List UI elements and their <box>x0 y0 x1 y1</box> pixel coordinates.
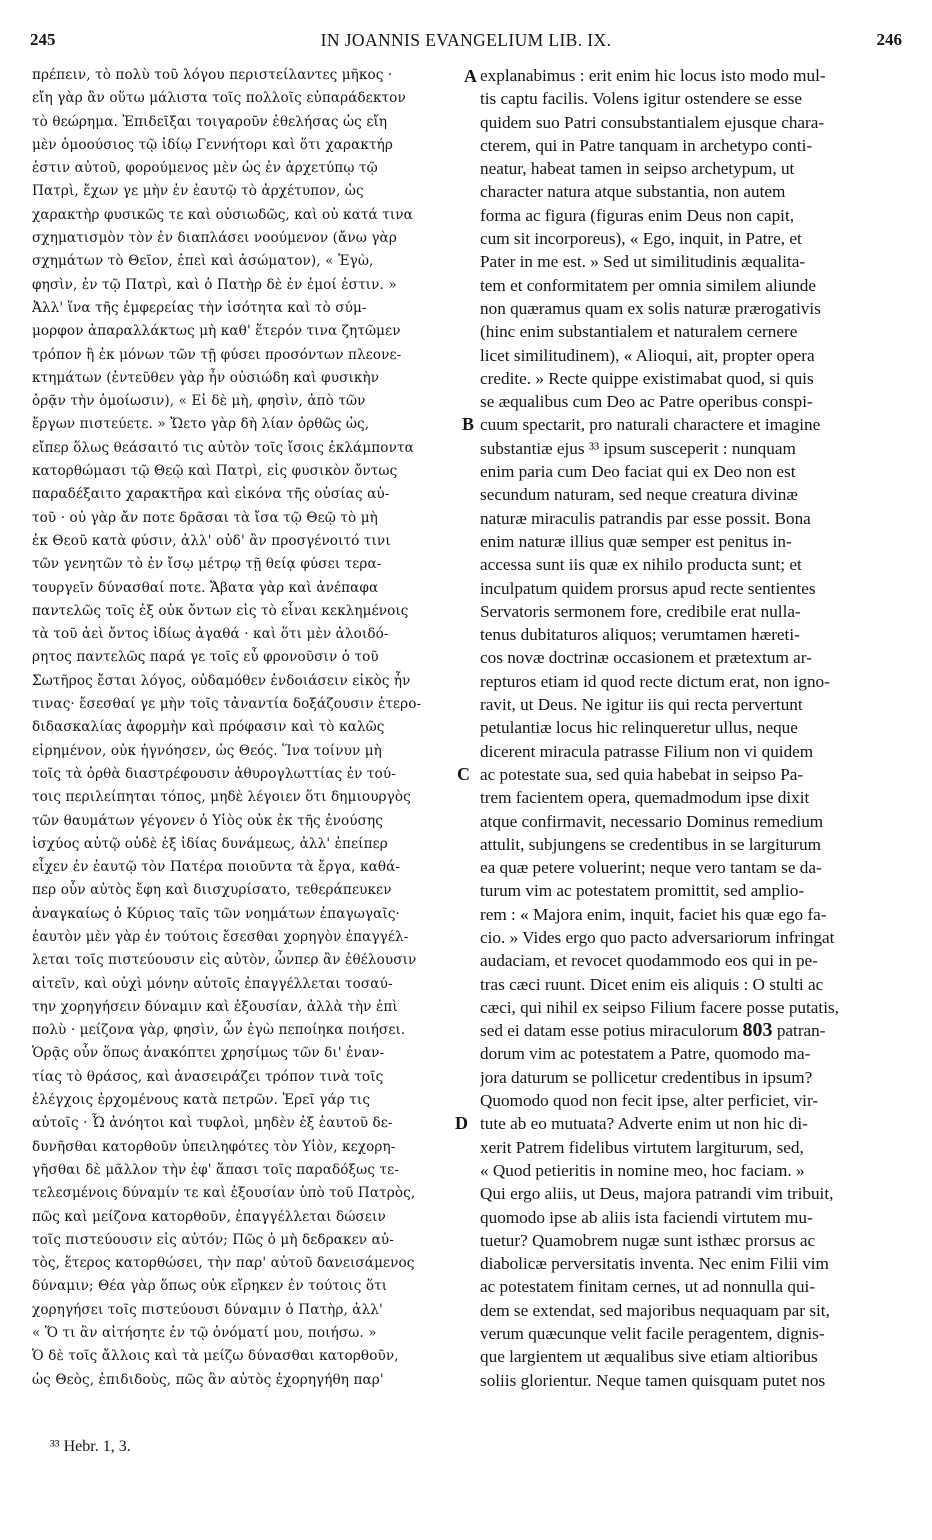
latin-text-line: Pater in me est. » Sed ut similitudinis æqualita- <box>480 252 806 272</box>
latin-text-line: credite. » Recte quippe existimabat quod, si quis <box>480 368 814 388</box>
greek-text-line: τινας· ἔσεσθαί γε μὴν τοῖς τἀναντία δοξάζουσιν ἑτερο- <box>32 696 422 713</box>
greek-text-line: πολὺ · μείζονα γὰρ, φησὶν, ὧν ἐγὼ πεποίηκα ποιήσει. <box>32 1022 406 1039</box>
greek-text-line: ἐλέγχοις ἐρχομένους κατὰ πετρῶν. Ἐρεῖ γάρ τις <box>32 1092 371 1109</box>
column-number-803: 803 <box>742 1019 773 1042</box>
greek-text-line: Σωτῆρος ἔσται λόγος, οὐδαμόθεν ἐνδοιάσειν εἰκὸς ἦν <box>32 672 411 689</box>
greek-text-line: ὡς Θεὸς, ἐπιδιδοὺς, πῶς ἂν αὐτὸς ἐχορηγήθη παρ' <box>32 1371 384 1388</box>
latin-text-line: jora daturum se pollicetur credentibus in ipsum? <box>480 1067 813 1087</box>
latin-text-line: cterem, qui in Patre tanquam in archetypo conti- <box>480 135 813 155</box>
latin-text-line: cio. » Vides ergo quo pacto adversariorum infringat <box>480 927 835 947</box>
page-number-right: 246 <box>876 30 902 49</box>
greek-text-line: τὰ τοῦ ἀεὶ ὄντος ἰδίως ἀγαθά · καὶ ὅτι μὲν ἀλοιδό- <box>32 626 389 643</box>
greek-text-line: Ἀλλ' ἵνα τῆς ἐμφερείας τὴν ἰσότητα καὶ τὸ σύμ- <box>32 299 367 316</box>
greek-text-line: σχημάτων τὸ Θεῖον, ἐπεὶ καὶ ἀσώματον), « Ἐγὼ, <box>32 253 374 270</box>
latin-text-line: se æqualibus cum Deo ac Patre operibus conspi- <box>480 392 813 412</box>
latin-text-line: cos novæ doctrinæ occasionem et prætextum ar- <box>480 648 812 668</box>
greek-text-line: πρέπειν, τὸ πολὺ τοῦ λόγου περιστείλαντες μῆκος · <box>32 67 393 83</box>
latin-text-line-with-column-number <box>480 1019 898 1042</box>
greek-text-line: τουργεῖν δύνασθαί ποτε. Ἄβατα γὰρ καὶ ἀνέπαφα <box>32 579 379 596</box>
greek-text-line: τοις περιλείπηται τόπος, μηδὲ λέγοιεν ὅτι δημιουργὸς <box>32 789 411 806</box>
section-marker-d: D <box>455 1113 468 1133</box>
latin-text-line: tenus dubitaturos aliquos; verumtamen hæreti- <box>480 625 800 645</box>
section-marker-b: B <box>462 414 475 434</box>
greek-text-line: « Ὅ τι ἂν αἰτήσητε ἐν τῷ ὀνόματί μου, ποιήσω. » <box>32 1325 377 1342</box>
latin-text-line: tras cæci ruunt. Dicet enim eis aliquis : O stulti ac <box>480 974 824 994</box>
greek-text-line: ἰσχύος αὐτῷ οὐδὲ ἐξ ἰδίας δυνάμεως, ἀλλ' ἐπείπερ <box>32 835 388 852</box>
latin-text-column <box>480 64 898 1439</box>
greek-text-line: εἶχεν ἐν ἑαυτῷ τὸν Πατέρα ποιοῦντα τὰ ἔργα, καθά- <box>32 859 401 876</box>
latin-text-line: character natura atque substantia, non autem <box>480 182 786 202</box>
greek-text-line: διδασκαλίας ἀφορμὴν καὶ πρόφασιν καὶ τὸ καλῶς <box>32 719 385 736</box>
greek-text-line: Πατρὶ, ἔχων γε μὴν ἐν ἑαυτῷ τὸ ἀρχέτυπον, ὡς <box>32 183 364 200</box>
latin-text-line: quidem suo Patri consubstantialem ejusque chara- <box>480 112 825 132</box>
greek-text-line: Ὁρᾷς οὖν ὅπως ἀνακόπτει χρησίμως τῶν δι' ἐναν- <box>32 1045 385 1062</box>
latin-text-line: verum quæcunque velit facile peragentem, dignis- <box>480 1324 825 1344</box>
greek-text-line: τοῖς τὰ ὀρθὰ διαστρέφουσιν ἀθυρογλωττίας ἐν τού- <box>32 765 396 782</box>
latin-text-line: secundum naturam, sed neque creatura divinæ <box>480 485 798 505</box>
greek-text-line: τοῦ · οὐ γὰρ ἄν ποτε δρᾶσαι τὰ ἴσα τῷ Θεῷ τὸ μὴ <box>32 509 378 526</box>
greek-text-line: δυνῆσθαι κατορθοῦν ὑπειληφότες τὸν Υἱὸν, κεχορη- <box>32 1138 396 1155</box>
latin-text-line: cuum spectarit, pro naturali charactere et imagine <box>480 415 821 435</box>
latin-text-line: repturos etiam id quod recte dictum erat, non igno- <box>480 671 830 691</box>
latin-text-line: licet similitudinem), « Alioqui, ait, propter opera <box>480 345 815 365</box>
greek-text-line: σχηματισμὸν τὸν ἐν διαπλάσει νοούμενον (ἄνω γὰρ <box>32 230 397 247</box>
footnote <box>50 1438 131 1456</box>
greek-text-line: μὲν ὁμοούσιος τῷ ἰδίῳ Γεννήτορι καὶ ὅτι χαρακτήρ <box>32 136 393 153</box>
greek-text-line: παραδέξαιτο χαρακτῆρα καὶ εἰκόνα τῆς οὐσίας αὐ- <box>32 486 390 503</box>
greek-text-line: ρητος παντελῶς παρά γε τοῖς εὖ φρονοῦσιν ὁ τοῦ <box>32 649 379 666</box>
greek-text-line: τὸς, ἕτερος κατορθώσει, τὴν παρ' αὐτοῦ δανεισάμενος <box>32 1255 415 1272</box>
greek-text-line: τρόπον ἢ ἐκ μόνων τῶν τῇ φύσει προσόντων πλεονε- <box>32 346 402 363</box>
latin-text-line: tem et conformitatem per omnia similem aliunde <box>480 275 817 295</box>
latin-text-line: ea quæ petere voluerint; neque vero tantam se da- <box>480 858 822 878</box>
running-title: IN JOANNIS EVANGELIUM LIB. IX. <box>320 30 612 50</box>
latin-text-line: dem se extendat, sed majoribus nequaquam par sit, <box>480 1300 830 1320</box>
latin-text-line: ac potestatem finitam cernes, ut ad nonnulla qui- <box>480 1277 816 1297</box>
greek-text-line: την χορηγήσειν δύναμιν καὶ ἐξουσίαν, ἀλλὰ τὴν ἐπὶ <box>32 998 398 1015</box>
latin-text-line: explanabimus : erit enim hic locus isto modo mul- <box>480 66 826 85</box>
latin-text-line: substantiæ ejus ³³ ipsum susceperit : nunquam <box>480 438 796 458</box>
latin-text-line: audaciam, et revocet quodammodo eos qui in pe- <box>480 951 818 971</box>
latin-text-line: inculpatum quidem prorsus apud recte sentientes <box>480 578 816 598</box>
latin-text-line: (hinc enim substantialem et naturalem cernere <box>480 322 798 342</box>
greek-text-line: ἐστιν αὐτοῦ, φορούμενος μὲν ὡς ἐν ἀρχετύπῳ τῷ <box>32 160 378 177</box>
greek-text-line: τὸ θεώρημα. Ἐπιδεῖξαι τοιγαροῦν ἐθελήσας ὡς εἴη <box>32 113 388 130</box>
greek-text-line: φησὶν, ἐν τῷ Πατρὶ, καὶ ὁ Πατὴρ δὲ ἐν ἐμοί ἐστιν. » <box>32 276 397 293</box>
latin-text-line: soliis glorientur. Neque tamen quisquam putet nos <box>480 1370 826 1390</box>
greek-text-line: πῶς καὶ μείζονα κατορθοῦν, ἐπαγγέλλεται δώσειν <box>32 1208 386 1225</box>
footnote-text: Hebr. 1, 3. <box>59 1438 131 1455</box>
greek-text-line: ἑαυτὸν μὲν γὰρ ἐν τούτοις ἔσεσθαι χορηγὸν ἐπαγγέλ- <box>32 928 409 945</box>
latin-text-line: Servatoris sermonem fore, credibile erat nulla- <box>480 601 801 621</box>
greek-text-line: εἴπερ ὅλως θεάσαιτό τις αὐτὸν τοῖς ἴσοις ἐκλάμποντα <box>32 439 414 456</box>
latin-text-line: quomodo ipse ab aliis ista faciendi virtutem mu- <box>480 1207 813 1227</box>
greek-text-line: παντελῶς τοῖς ἐξ οὐκ ὄντων εἰς τὸ εἶναι κεκλημένοις <box>32 602 409 619</box>
latin-line-start: sed ei datam esse potius miraculorum <box>480 1021 743 1041</box>
greek-text-line: κατορθώμασι τῷ Θεῷ καὶ Πατρὶ, εἰς φυσικὸν ὄντως <box>32 463 398 480</box>
latin-text-line: enim paria cum Deo faciat qui ex Deo non est <box>480 462 796 482</box>
greek-text-line: περ οὖν αὐτὸς ἔφη καὶ διισχυρίσατο, τεθεράπευκεν <box>32 882 392 899</box>
latin-text-line: Qui ergo aliis, ut Deus, majora patrandi vim tribuit, <box>480 1184 834 1204</box>
latin-text-line: neatur, habeat tamen in seipso archetypum, ut <box>480 159 795 179</box>
greek-text-line: αἰτεῖν, καὶ οὐχὶ μόνην αὐτοῖς ἐπαγγέλλεται τοσαύ- <box>32 975 393 992</box>
latin-text-line: cum sit incorporeus), « Ego, inquit, in Patre, et <box>480 229 802 249</box>
greek-text-line: κτημάτων (ἐντεῦθεν γὰρ ἦν οὐσιώδη καὶ φυσικὴν <box>32 369 380 386</box>
latin-text-line: forma ac figura (figuras enim Deus non capit, <box>480 205 795 225</box>
greek-text-column <box>32 64 460 1439</box>
latin-text-line: rem : « Majora enim, inquit, faciet his quæ ego fa- <box>480 904 827 924</box>
latin-text-line: Quomodo quod non fecit ipse, alter perficiet, vir- <box>480 1091 819 1111</box>
latin-text-line: dorum vim ac potestatem a Patre, quomodo ma- <box>480 1044 811 1064</box>
latin-text-line: « Quod petieritis in nomine meo, hoc faciam. » <box>480 1160 805 1180</box>
greek-text-line: τοῖς πιστεύουσιν εἰς αὐτόν; Πῶς ὁ μὴ δεδρακεν αὐ- <box>32 1231 394 1248</box>
greek-text-line: τελεσμένοις δύναμίν τε καὶ ἐξουσίαν ὑπὸ τοῦ Πατρὸς, <box>32 1185 416 1202</box>
latin-text-line: turum vim ac potestatem promittit, sed amplio- <box>480 881 805 901</box>
latin-text-line: ravit, ut Deus. Ne igitur iis qui recta pervertunt <box>480 695 803 715</box>
greek-text-line: τίας τὸ θράσος, καὶ ἀνασειράζει τρόπον τινὰ τοῖς <box>32 1068 384 1085</box>
page-number-left: 245 <box>30 30 56 49</box>
greek-text-line: ὁρᾷν τὴν ὁμοίωσιν), « Εἰ δὲ μὴ, φησὶν, ἀπὸ τῶν <box>32 393 366 410</box>
latin-text-line: tute ab eo mutuata? Adverte enim ut non hic di- <box>480 1114 808 1134</box>
greek-text-line: λεται τοῖς πιστεύουσιν εἰς αὐτὸν, ὧνπερ ἂν ἐθέλουσιν <box>32 952 417 969</box>
footnote-number: ³³ <box>50 1438 60 1455</box>
latin-text-line: naturæ miraculis patrandis par esse possit. Bona <box>480 508 811 528</box>
greek-text-line: εἰρημένον, οὐκ ἠγνόησεν, ὡς Θεός. Ἵνα τοίνυν μὴ <box>32 742 382 759</box>
greek-text-line: Ὁ δὲ τοῖς ἄλλοις καὶ τὰ μείζω δύνασθαι κατορθοῦν, <box>32 1348 399 1365</box>
latin-line-end: patran- <box>772 1021 826 1041</box>
latin-text-line: petulantiæ locus hic relinqueretur ullus, neque <box>480 718 798 738</box>
latin-text-line: attulit, subjungens se credentibus in se largiturum <box>480 834 821 854</box>
latin-text-line: tuetur? Quamobrem nugæ sunt isthæc prorsus ac <box>480 1230 816 1250</box>
greek-text-line: εἴη γὰρ ἂν οὕτω μάλιστα τοῖς πολλοῖς εὐπαράδεκτον <box>32 90 406 107</box>
greek-text-line: αὐτοῖς · Ὦ ἀνόητοι καὶ τυφλοὶ, μηδὲν ἐξ ἑαυτοῦ δε- <box>32 1115 393 1132</box>
latin-text-line: dicerent miracula patrasse Filium non vi quidem <box>480 741 814 761</box>
greek-text-line: δύναμιν; Θέα γὰρ ὅπως οὐκ εἴρηκεν ἐν τούτοις ὅτι <box>32 1278 388 1295</box>
latin-text-line: tis captu facilis. Volens igitur ostendere se esse <box>480 89 803 109</box>
greek-text-line: ἐκ Θεοῦ κατὰ φύσιν, ἀλλ' οὐδ' ἂν προσγένοιτό τινι <box>32 532 391 549</box>
latin-text-line: diabolicæ perversitatis inventa. Nec enim Filii vim <box>480 1254 829 1274</box>
greek-text-line: τῶν γενητῶν τὸ ἐν ἴσῳ μέτρῳ τῇ θείᾳ φύσει τερα- <box>32 556 382 573</box>
latin-text-line: accessa sunt iis quæ ex nihilo producta sunt; et <box>480 555 802 575</box>
latin-text-line: enim naturæ illius quæ semper est penitus in- <box>480 531 792 551</box>
latin-text-line: cæci, qui nihil ex seipso Filium facere posse putatis, <box>480 997 839 1017</box>
page-header <box>30 30 902 58</box>
latin-text-line: atque confirmavit, necessario Dominus remedium <box>480 811 824 831</box>
greek-text-line: χορηγήσει τοῖς πιστεύουσι δύναμιν ὁ Πατὴρ, ἀλλ' <box>32 1301 383 1318</box>
section-marker-c: C <box>457 764 470 784</box>
greek-text-line: τῶν θαυμάτων γέγονεν ὁ Υἱὸς οὐκ ἐκ τῆς ἐνούσης <box>32 812 383 829</box>
greek-text-line: ἀναγκαίως ὁ Κύριος ταῖς τῶν νοημάτων ἐπαγωγαῖς· <box>32 905 400 922</box>
latin-text-line: trem facientem opera, quemadmodum ipse dixit <box>480 788 810 808</box>
latin-text-line: xerit Patrem fidelibus virtutem largiturum, sed, <box>480 1137 804 1157</box>
greek-text-line: γῆσθαι δὲ μᾶλλον τὴν ἐφ' ἅπασι τοῖς παραδόξως τε- <box>32 1161 399 1178</box>
greek-text-line: μορφον ἀπαραλλάκτως μὴ καθ' ἕτερόν τινα ζητῶμεν <box>32 323 401 340</box>
latin-text-line: que largientem ut æqualibus sive etiam altioribus <box>480 1347 818 1367</box>
section-marker-a: A <box>464 66 477 86</box>
greek-text-line: ἔργων πιστεύετε. » Ὤετο γὰρ δὴ λίαν ὀρθῶς ὡς, <box>32 416 370 433</box>
latin-text-line: ac potestate sua, sed quia habebat in seipso Pa- <box>480 764 804 784</box>
greek-text-line: χαρακτὴρ φυσικῶς τε καὶ οὐσιωδῶς, καὶ οὐ κατά τινα <box>32 206 413 223</box>
latin-text-line: non quæramus quam ex solis naturæ prærogativis <box>480 298 821 318</box>
